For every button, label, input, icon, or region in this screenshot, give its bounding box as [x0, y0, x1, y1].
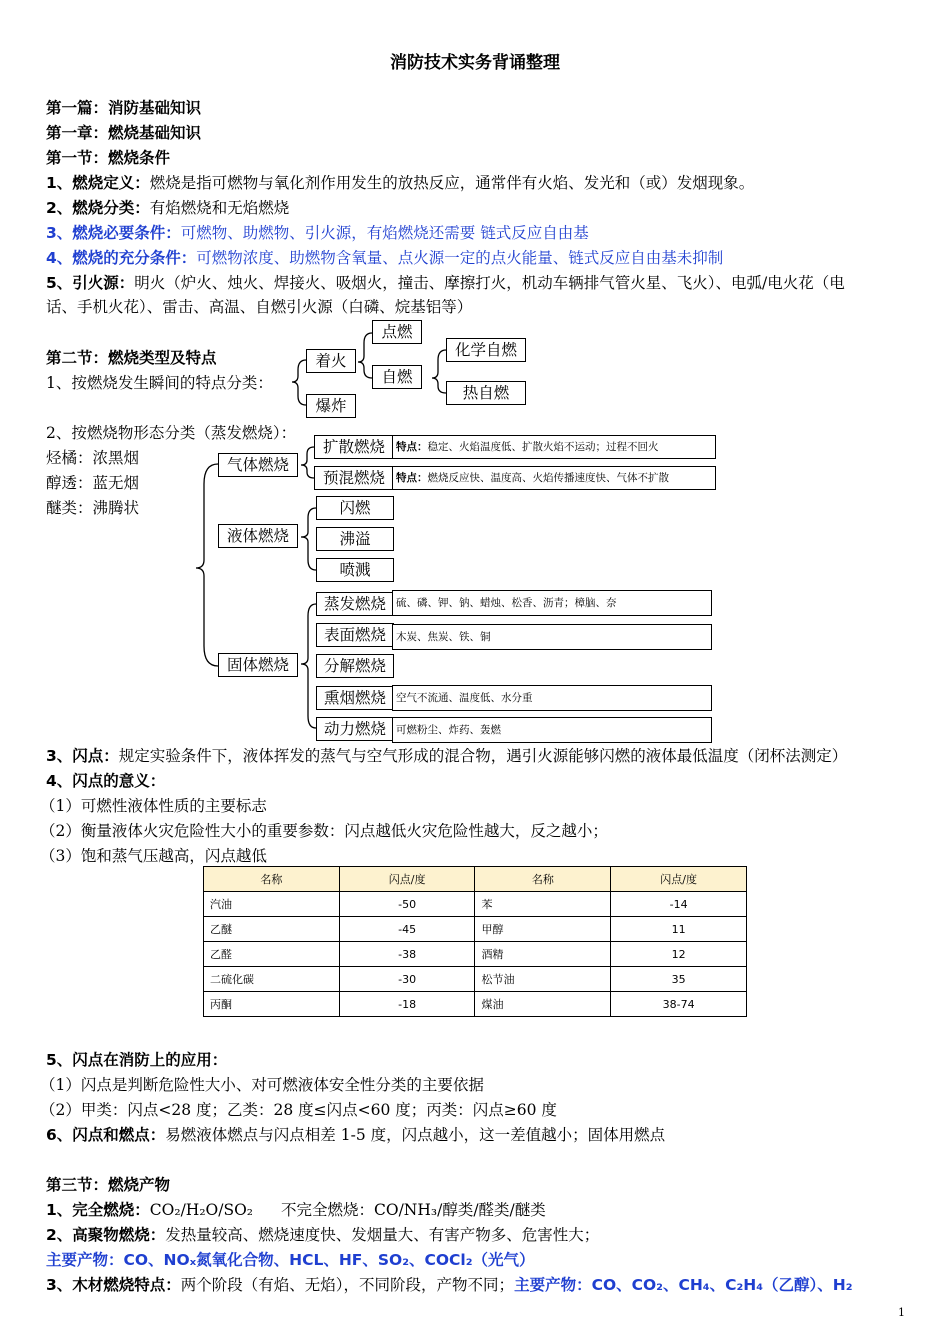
- meaning-point-2: （2）衡量液体火灾危险性大小的重要参数：闪点越低火灾危险性越大，反之越小；: [40, 822, 608, 840]
- section-heading-1: 第一节：燃烧条件: [46, 149, 171, 167]
- table-cell: 煤油: [475, 992, 611, 1017]
- box-splash: 喷溅: [316, 558, 394, 582]
- table-cell: 38-74: [611, 992, 747, 1017]
- table-header-row: [204, 867, 747, 892]
- table-row: [204, 967, 747, 992]
- diffusion-feature: [392, 435, 716, 459]
- polymer-combustion-label: 2、高聚物燃烧：: [46, 1226, 166, 1244]
- bracket-gas: [301, 447, 314, 478]
- box-decomposition: 分解燃烧: [316, 654, 394, 678]
- evaporation-note: 硫、磷、钾、钠、蜡烛、松香、沥青；樟脑、奈: [392, 590, 712, 616]
- table-row: [204, 917, 747, 942]
- wood-combustion-text: 两个阶段（有焰、无焰），不同阶段，产物不同；: [180, 1276, 515, 1294]
- table-cell: -45: [339, 917, 475, 942]
- classification-text: 有焰燃烧和无焰燃烧: [149, 199, 290, 217]
- box-liquid-combustion: 液体燃烧: [218, 524, 298, 548]
- flash-point-text: 规定实验条件下，液体挥发的蒸气与空气形成的混合物，遇引火源能够闪燃的液体最低温度（闭杯法测定）: [118, 747, 848, 765]
- sufficient-conditions-text: 可燃物浓度、助燃物含氧量、点火源一定的点火能量、链式反应自由基未抑制: [196, 249, 724, 267]
- flash-and-fire-point-label: 6、闪点和燃点：: [46, 1126, 166, 1144]
- polymer-products-line: 主要产物：CO、NOₓ氮氧化合物、HCL、HF、SO₂、COCl₂（光气）: [46, 1251, 535, 1269]
- page-title: 消防技术实务背诵整理: [390, 53, 560, 73]
- wood-combustion-label: 3、木材燃烧特点：: [46, 1276, 181, 1294]
- box-dianran: 点燃: [372, 320, 422, 344]
- dynamic-note: 可燃粉尘、炸药、轰燃: [392, 717, 712, 743]
- bracket-ignition-types: [292, 360, 306, 405]
- complete-combustion-text: CO₂/H₂O/SO₂: [149, 1201, 253, 1219]
- side-note-hydrocarbon: 烃橘：浓黑烟: [46, 449, 140, 467]
- polymer-combustion-text: 发热量较高、燃烧速度快、发烟量大、有害产物多、危害性大；: [165, 1226, 600, 1244]
- table-cell: 丙酮: [204, 992, 340, 1017]
- table-cell: -38: [339, 942, 475, 967]
- premixed-feature-text: 燃烧反应快、温度高、火焰传播速度快、气体不扩散: [427, 472, 669, 484]
- box-solid-combustion: 固体燃烧: [218, 653, 298, 677]
- sufficient-conditions-label: 4、燃烧的充分条件：: [46, 249, 197, 267]
- table-header: 闪点/度: [339, 867, 475, 892]
- part-heading: 第一篇：消防基础知识: [46, 99, 202, 117]
- premixed-feature: [392, 466, 716, 490]
- ignition-source-label: 5、引火源：: [46, 274, 135, 292]
- necessary-conditions-text: 可燃物、助燃物、引火源，有焰燃烧还需要 链式反应自由基: [180, 224, 589, 242]
- box-dynamic: 动力燃烧: [316, 717, 394, 741]
- application-point-2: （2）甲类：闪点<28 度；乙类：28 度≤闪点<60 度；丙类：闪点≥60 度: [40, 1101, 557, 1119]
- box-boilover: 沸溢: [316, 527, 394, 551]
- table-header: 闪点/度: [611, 867, 747, 892]
- box-evaporation: 蒸发燃烧: [316, 592, 394, 616]
- bracket-ziran: [432, 350, 446, 393]
- table-cell: -18: [339, 992, 475, 1017]
- table-row: [204, 892, 747, 917]
- box-ziran: 自燃: [372, 365, 422, 389]
- flash-point-line: [46, 746, 847, 766]
- polymer-combustion-line: [46, 1225, 599, 1245]
- table-cell: 乙醛: [204, 942, 340, 967]
- table-cell: -30: [339, 967, 475, 992]
- classification-label: 2、燃烧分类：: [46, 199, 150, 217]
- table-cell: 12: [611, 942, 747, 967]
- definition-label: 1、燃烧定义：: [46, 174, 150, 192]
- smoldering-note: 空气不流通、温度低、水分重: [392, 685, 712, 711]
- table-cell: -50: [339, 892, 475, 917]
- table-cell: 酒精: [475, 942, 611, 967]
- table-cell: 汽油: [204, 892, 340, 917]
- table-header: 名称: [204, 867, 340, 892]
- necessary-conditions-label: 3、燃烧必要条件：: [46, 224, 181, 242]
- box-gas-combustion: 气体燃烧: [218, 453, 298, 477]
- table-row: [204, 942, 747, 967]
- complete-combustion-line: [46, 1200, 546, 1220]
- class-by-instant-line: 1、按燃烧发生瞬间的特点分类：: [46, 374, 273, 392]
- bracket-liquid: [301, 508, 316, 570]
- side-note-alcohol: 醇透：蓝无烟: [46, 474, 140, 492]
- box-smoldering: 熏烟燃烧: [316, 686, 394, 710]
- wood-products: 主要产物：CO、CO₂、CH₄、C₂H₄（乙醇）、H₂: [514, 1276, 853, 1294]
- incomplete-combustion-label: 不完全燃烧：: [281, 1201, 375, 1219]
- wood-combustion-line: [46, 1275, 853, 1295]
- diffusion-feature-label: 特点：: [396, 441, 428, 453]
- table-cell: -14: [611, 892, 747, 917]
- premixed-feature-label: 特点：: [396, 472, 428, 484]
- ignition-source-line-2: 话、手机火花）、雷击、高温、自燃引火源（白磷、烷基铝等）: [46, 298, 473, 316]
- surface-note: 木炭、焦炭、铁、铜: [392, 624, 712, 650]
- box-premixed: 预混燃烧: [314, 466, 394, 490]
- box-zhaohuo: 着火: [306, 349, 356, 373]
- meaning-point-1: （1）可燃性液体性质的主要标志: [40, 797, 267, 815]
- class-by-state-line: 2、按燃烧物形态分类（蒸发燃烧）：: [46, 424, 297, 442]
- bracket-solid: [301, 604, 316, 728]
- bracket-zhaohuo: [358, 333, 372, 378]
- box-diffusion: 扩散燃烧: [314, 435, 394, 459]
- incomplete-combustion-text: CO/NH₃/醇类/醛类/醚类: [374, 1201, 546, 1219]
- table-cell: 苯: [475, 892, 611, 917]
- bracket-state-types: [196, 464, 218, 666]
- flash-and-fire-point-text: 易燃液体燃点与闪点相差 1-5 度，闪点越小，这一差值越小；固体用燃点: [165, 1126, 666, 1144]
- box-flash: 闪燃: [316, 496, 394, 520]
- flash-point-application-label: 5、闪点在消防上的应用：: [46, 1051, 228, 1069]
- section-heading-3: 第三节：燃烧产物: [46, 1176, 171, 1194]
- table-row: [204, 992, 747, 1017]
- ignition-source-text-1: 明火（炉火、烛火、焊接火、吸烟火，撞击、摩擦打火，机动车辆排气管火星、飞火）、电弧/电火花（电: [134, 274, 845, 292]
- application-point-1: （1）闪点是判断危险性大小、对可燃液体安全性分类的主要依据: [40, 1076, 484, 1094]
- box-huaxue-ziran: 化学自燃: [446, 338, 526, 362]
- section-heading-2: 第二节：燃烧类型及特点: [46, 349, 217, 367]
- flash-point-meaning-label: 4、闪点的意义：: [46, 772, 166, 790]
- box-surface: 表面燃烧: [316, 623, 394, 647]
- flash-point-table: [203, 866, 747, 1017]
- flash-point-label: 3、闪点：: [46, 747, 119, 765]
- box-baozha: 爆炸: [306, 394, 356, 418]
- complete-combustion-label: 1、完全燃烧：: [46, 1201, 150, 1219]
- box-re-ziran: 热自燃: [446, 381, 526, 405]
- table-cell: 甲醇: [475, 917, 611, 942]
- table-cell: 11: [611, 917, 747, 942]
- table-cell: 松节油: [475, 967, 611, 992]
- diffusion-feature-text: 稳定、火焰温度低、扩散火焰不运动；过程不回火: [427, 441, 659, 453]
- table-cell: 乙醚: [204, 917, 340, 942]
- flash-and-fire-point-line: [46, 1125, 665, 1145]
- page-number: 1: [898, 1306, 905, 1319]
- definition-text: 燃烧是指可燃物与氧化剂作用发生的放热反应，通常伴有火焰、发光和（或）发烟现象。: [149, 174, 755, 192]
- table-cell: 35: [611, 967, 747, 992]
- chapter-heading: 第一章：燃烧基础知识: [46, 124, 202, 142]
- side-note-ether: 醚类：沸腾状: [46, 499, 140, 517]
- table-cell: 二硫化碳: [204, 967, 340, 992]
- meaning-point-3: （3）饱和蒸气压越高，闪点越低: [40, 847, 267, 865]
- table-header: 名称: [475, 867, 611, 892]
